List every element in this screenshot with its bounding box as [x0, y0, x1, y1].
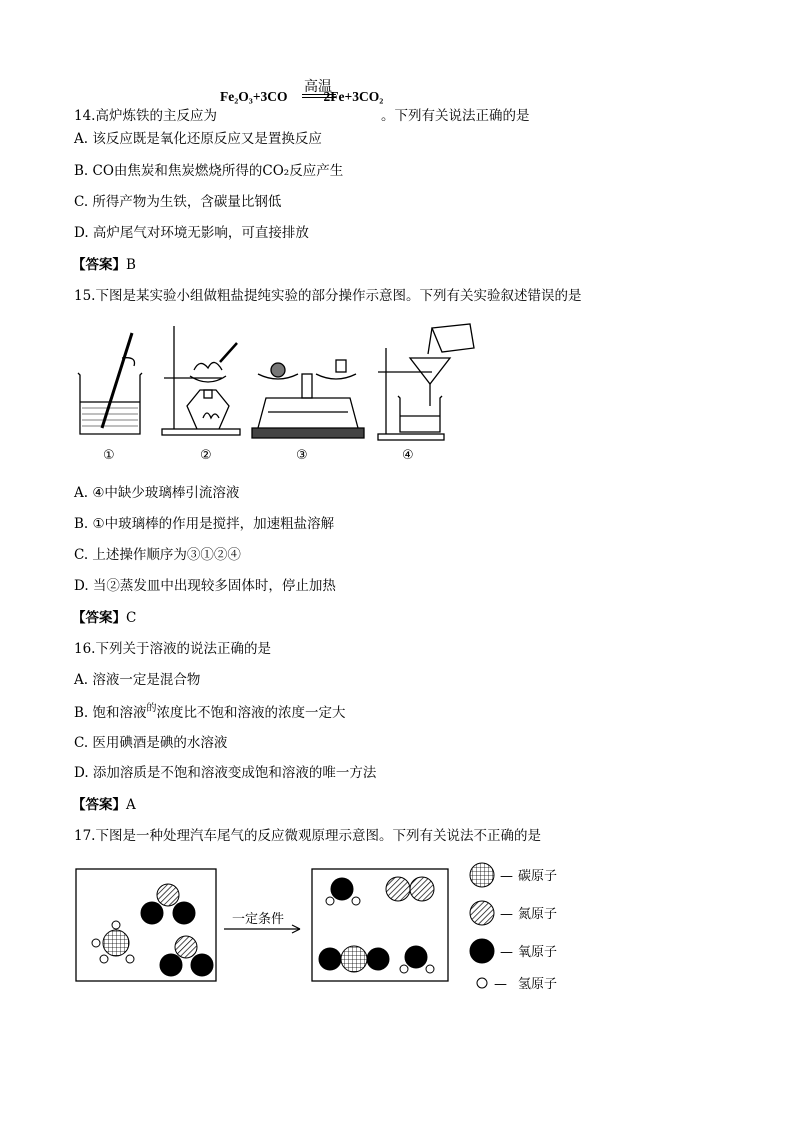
figure-label-2: ② — [200, 448, 212, 463]
q15-answer — [72, 609, 136, 627]
q14-stem-a: 14.高炉炼铁的主反应为 — [74, 108, 217, 124]
products: 2Fe+3CO₂ — [323, 89, 384, 104]
q15-option-d: D. 当②蒸发皿中出现较多固体时，停止加热 — [74, 578, 336, 594]
answer-label: 【答案】 — [72, 610, 126, 626]
arrow-condition-label: 一定条件 — [232, 912, 285, 927]
legend-hydrogen-icon — [477, 978, 487, 988]
q14-option-d: D. 高炉尾气对环境无影响，可直接排放 — [74, 225, 309, 241]
legend-oxygen: 氧原子 — [518, 945, 558, 960]
question-15-stem: 15.下图是某实验小组做粗盐提纯实验的部分操作示意图。下列有关实验叙述错误的是 — [74, 288, 582, 304]
answer-value: B — [126, 257, 136, 273]
legend-dash-hydrogen: — — [494, 977, 507, 992]
evaporation-setup — [162, 326, 240, 435]
figure-label-3: ③ — [296, 448, 308, 463]
legend-oxygen-icon — [470, 939, 494, 963]
question-16-stem: 16.下列关于溶液的说法正确的是 — [74, 641, 271, 657]
q16-answer — [72, 796, 136, 814]
q16-option-b-rest: 浓度比不饱和溶液的浓度一定大 — [156, 705, 346, 721]
q16-option-d: D. 添加溶质是不饱和溶液变成饱和溶液的唯一方法 — [74, 765, 377, 781]
q15-option-b: B. ①中玻璃棒的作用是搅拌，加速粗盐溶解 — [74, 516, 335, 532]
q14-stem-b: 。下列有关说法正确的是 — [380, 108, 530, 124]
answer-value: A — [126, 797, 136, 813]
legend-nitrogen: 氮原子 — [518, 907, 558, 922]
filtration-setup — [378, 324, 474, 440]
figure-label-4: ④ — [402, 448, 414, 463]
reaction-micro-diagram — [72, 855, 592, 995]
atom-legend — [470, 863, 494, 988]
figure-label-1: ① — [103, 448, 115, 463]
reactants: Fe₂O₃+3CO — [220, 89, 288, 104]
q14-option-b: B. CO由焦炭和焦炭燃烧所得的CO₂反应产生 — [74, 163, 344, 179]
legend-dash-carbon: — — [500, 869, 513, 884]
equation-q14 — [220, 76, 420, 108]
lab-apparatus-figure — [72, 318, 492, 468]
legend-dash-oxygen: — — [500, 945, 513, 960]
q15-option-a: A. ④中缺少玻璃棒引流溶液 — [74, 485, 240, 501]
equals-bar — [302, 94, 336, 98]
balance-weighing — [252, 360, 364, 438]
q14-answer — [72, 256, 136, 274]
q16-option-b-start: B. 饱和溶液 — [74, 705, 147, 721]
legend-dash-nitrogen: — — [500, 907, 513, 922]
q16-option-a: A. 溶液一定是混合物 — [74, 672, 201, 688]
legend-carbon-icon — [470, 863, 494, 887]
answer-value: C — [126, 610, 137, 626]
legend-carbon: 碳原子 — [518, 869, 558, 884]
q16-option-b — [74, 704, 346, 724]
reaction-condition: 高温 — [304, 79, 332, 95]
question-14-stem — [74, 107, 529, 125]
legend-hydrogen: 氢原子 — [518, 977, 558, 992]
q15-option-c: C. 上述操作顺序为③①②④ — [74, 547, 241, 563]
answer-label: 【答案】 — [72, 257, 126, 273]
q14-option-a: A. 该反应既是氧化还原反应又是置换反应 — [74, 131, 322, 147]
q16-option-c: C. 医用碘酒是碘的水溶液 — [74, 735, 228, 751]
q16-option-b-sup: 的 — [146, 703, 157, 714]
beaker-stirring — [78, 333, 142, 434]
q14-option-c: C. 所得产物为生铁，含碳量比钢低 — [74, 194, 282, 210]
legend-nitrogen-icon — [470, 901, 494, 925]
question-17-stem: 17.下图是一种处理汽车尾气的反应微观原理示意图。下列有关说法不正确的是 — [74, 828, 541, 844]
answer-label: 【答案】 — [72, 797, 126, 813]
